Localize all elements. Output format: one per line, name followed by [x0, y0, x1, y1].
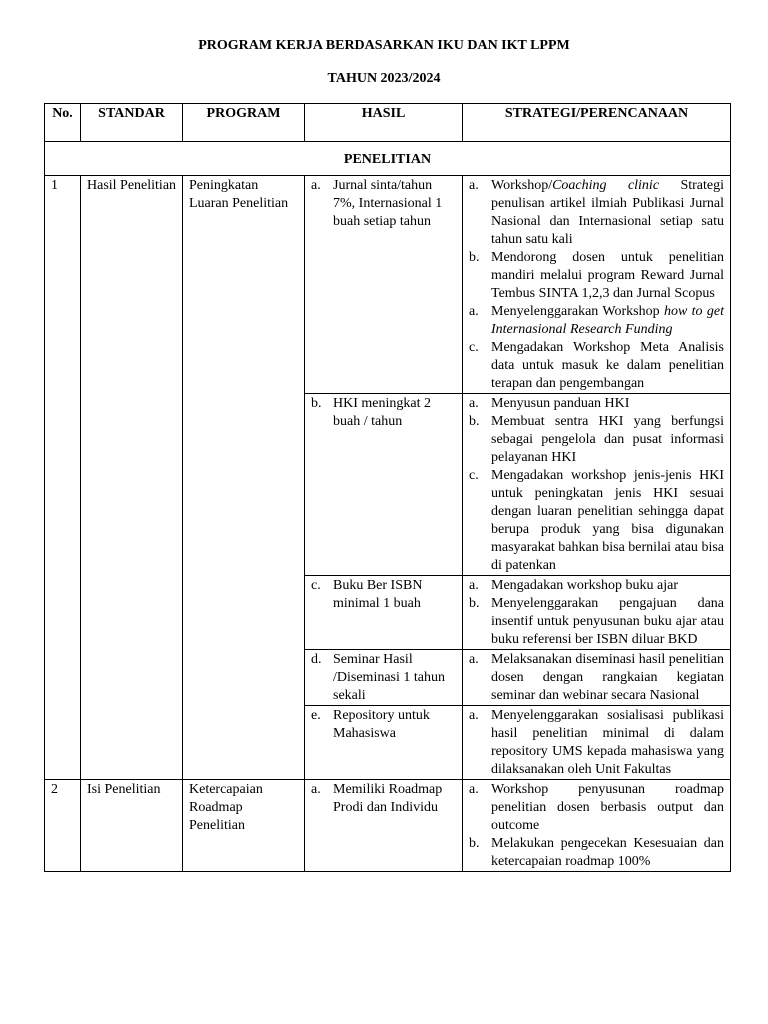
hasil-text: Buku Ber ISBN minimal 1 buah: [333, 578, 423, 611]
strategi-text: [491, 467, 724, 575]
strategi-list: [463, 706, 730, 779]
strategi-text-part: Workshop penyusunan roadmap penelitian dosen berbasis output dan outcome: [491, 782, 724, 833]
strategi-marker: b.: [469, 250, 480, 265]
strategi-marker: a.: [469, 396, 479, 411]
cell-strategi: [463, 706, 731, 780]
strategi-item: [469, 339, 724, 393]
hasil-item: [311, 395, 456, 431]
hasil-list: [305, 176, 462, 231]
cell-strategi: [463, 176, 731, 394]
hasil-item: [311, 577, 456, 613]
strategi-item: [469, 177, 724, 249]
strategi-text: [491, 413, 724, 467]
hasil-marker: d.: [311, 652, 322, 667]
strategi-item: [469, 303, 724, 339]
cell-standar: Hasil Penelitian: [81, 176, 183, 780]
cell-program: Peningkatan Luaran Penelitian: [183, 176, 305, 780]
strategi-text-part: Melakukan pengecekan Kesesuaian dan ketercapaian roadmap 100%: [491, 836, 724, 869]
header-strategi: STRATEGI/PERENCANAAN: [463, 104, 731, 142]
strategi-item: [469, 835, 724, 871]
table-row: [45, 780, 731, 872]
hasil-item: [311, 651, 456, 705]
hasil-text: Jurnal sinta/tahun 7%, Internasional 1 buah setiap tahun: [333, 178, 443, 229]
hasil-list: [305, 394, 462, 431]
hasil-text: Memiliki Roadmap Prodi dan Individu: [333, 782, 443, 815]
strategi-text-part: Menyelenggarakan pengajuan dana insentif untuk penyusunan buku ajar atau buku referensi ber ISBN diluar BKD: [491, 596, 724, 647]
cell-program: Ketercapaian Roadmap Penelitian: [183, 780, 305, 872]
strategi-marker: b.: [469, 596, 480, 611]
header-standar: STANDAR: [81, 104, 183, 142]
strategi-marker: a.: [469, 708, 479, 723]
strategi-marker: a.: [469, 578, 479, 593]
cell-strategi: [463, 394, 731, 576]
table-header-row: [45, 104, 731, 142]
strategi-text: [491, 595, 724, 649]
strategi-text-part: Mengadakan workshop jenis-jenis HKI untuk peningkatan jenis HKI sesuai dengan luaran penelitian sehingga dapat berupa produk yang bisa digunakan masyarakat bahkan bisa bernilai atau bisa di patenkan: [491, 468, 724, 573]
cell-no: 2: [45, 780, 81, 872]
cell-hasil: [305, 394, 463, 576]
header-hasil: HASIL: [305, 104, 463, 142]
hasil-marker: e.: [311, 708, 321, 723]
strategi-list: [463, 176, 730, 393]
strategi-text-part: Melaksanakan diseminasi hasil penelitian dosen dengan rangkaian kegiatan seminar dan webinar secara Nasional: [491, 652, 724, 703]
strategi-text: [491, 249, 724, 303]
hasil-list: [305, 576, 462, 613]
cell-strategi: [463, 576, 731, 650]
hasil-list: [305, 780, 462, 817]
hasil-list: [305, 706, 462, 743]
section-row: [45, 142, 731, 176]
hasil-marker: a.: [311, 782, 321, 797]
strategi-item: [469, 249, 724, 303]
cell-strategi: [463, 650, 731, 706]
strategi-marker: a.: [469, 782, 479, 797]
strategi-text: [491, 177, 724, 249]
cell-hasil: [305, 650, 463, 706]
cell-standar: Isi Penelitian: [81, 780, 183, 872]
strategi-item: [469, 595, 724, 649]
strategi-text-part: Menyelenggarakan sosialisasi publikasi hasil penelitian minimal di dalam repository UMS kepada mahasiswa yang dilaksanakan oleh Unit Fakultas: [491, 708, 724, 777]
strategi-marker: b.: [469, 414, 480, 429]
strategi-text: [491, 339, 724, 393]
strategi-item: [469, 577, 724, 595]
strategi-item: [469, 413, 724, 467]
document-title: PROGRAM KERJA BERDASARKAN IKU DAN IKT LPPM: [198, 38, 570, 53]
hasil-text: Repository untuk Mahasiswa: [333, 708, 430, 741]
strategi-text-part: Strategi penulisan artikel ilmiah Publikasi Jurnal Nasional dan Internasional setiap satu tahun satu kali: [491, 178, 724, 247]
strategi-text-part: Menyelenggarakan Workshop: [491, 304, 664, 319]
strategi-list: [463, 394, 730, 575]
strategi-text: [491, 707, 724, 779]
strategi-text-italic: Coaching clinic: [552, 178, 660, 193]
strategi-item: [469, 707, 724, 779]
strategi-item: [469, 651, 724, 705]
strategi-text: [491, 781, 724, 835]
strategi-text-part: Mengadakan Workshop Meta Analisis data untuk masuk ke dalam penelitian terapan dan pengembangan: [491, 340, 724, 391]
strategi-text: [491, 395, 724, 413]
strategi-list: [463, 650, 730, 705]
strategi-item: [469, 467, 724, 575]
strategi-marker: a.: [469, 652, 479, 667]
cell-no: 1: [45, 176, 81, 780]
strategi-text-part: Workshop/: [491, 178, 553, 193]
table-row: [45, 176, 731, 394]
section-title: PENELITIAN: [45, 142, 731, 176]
strategi-marker: a.: [469, 304, 479, 319]
hasil-item: [311, 781, 456, 817]
hasil-text: Seminar Hasil /Diseminasi 1 tahun sekali: [333, 652, 445, 703]
hasil-item: [311, 707, 456, 743]
strategi-list: [463, 576, 730, 649]
strategi-item: [469, 395, 724, 413]
strategi-text-part: Menyusun panduan HKI: [491, 396, 630, 411]
strategi-text: [491, 835, 724, 871]
cell-hasil: [305, 780, 463, 872]
strategi-text: [491, 577, 724, 595]
strategi-item: [469, 781, 724, 835]
strategi-text-part: Mendorong dosen untuk penelitian mandiri melalui program Reward Jurnal Tembus SINTA 1,2,3 dan Jurnal Scopus: [491, 250, 724, 301]
strategi-text: [491, 651, 724, 705]
strategi-marker: a.: [469, 178, 479, 193]
header-no: No.: [45, 104, 81, 142]
cell-hasil: [305, 576, 463, 650]
strategi-marker: c.: [469, 468, 479, 483]
strategi-marker: c.: [469, 340, 479, 355]
strategi-marker: b.: [469, 836, 480, 851]
cell-strategi: [463, 780, 731, 872]
strategi-text: [491, 303, 724, 339]
hasil-item: [311, 177, 456, 231]
hasil-list: [305, 650, 462, 705]
strategi-text-part: Membuat sentra HKI yang berfungsi sebagai pengelola dan pusat informasi pelayanan HKI: [491, 414, 724, 465]
header-program: PROGRAM: [183, 104, 305, 142]
strategi-text-italic: how to get Internasional Research Funding: [491, 304, 724, 337]
cell-hasil: [305, 706, 463, 780]
document-subtitle-year: TAHUN 2023/2024: [327, 71, 441, 86]
hasil-text: HKI meningkat 2 buah / tahun: [333, 396, 431, 429]
hasil-marker: c.: [311, 578, 321, 593]
strategi-text-part: Mengadakan workshop buku ajar: [491, 578, 679, 593]
hasil-marker: b.: [311, 396, 322, 411]
hasil-marker: a.: [311, 178, 321, 193]
work-program-table: [44, 103, 731, 872]
strategi-list: [463, 780, 730, 871]
cell-hasil: [305, 176, 463, 394]
